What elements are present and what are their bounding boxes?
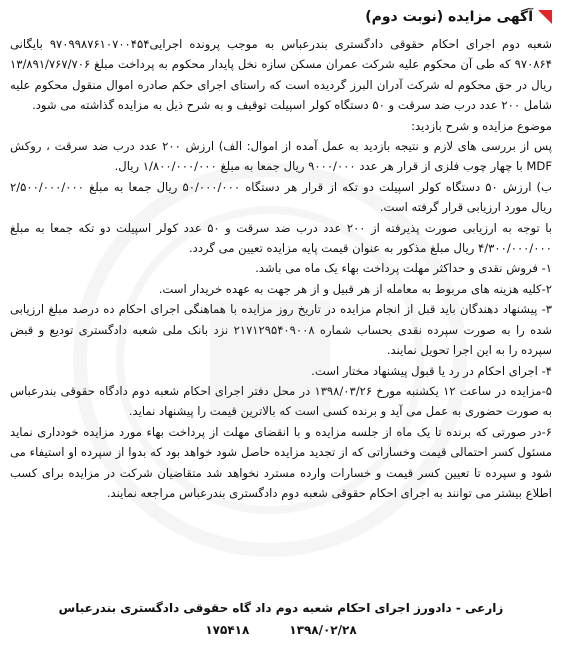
condition-1: ۱- فروش نقدی و حداکثر مهلت پرداخت بهاء یک ماه می باشد.: [255, 261, 552, 276]
notice-footer: [0, 597, 562, 641]
condition-2: ۲-کلیه هزینه های مربوط به معامله از هر قبیل و از هر جهت به عهده خریدار است.: [158, 281, 552, 296]
condition-4: ۴- اجرای احکام در رد یا قبول پیشنهاد مختار است.: [311, 363, 552, 378]
signature-line: زارعی - دادورز اجرای احکام شعبه دوم داد گاه حقوقی دادگستری بندرعباس: [58, 601, 504, 615]
condition-5: ۵-مزایده در ساعت ۱۲ یکشنبه مورخ ۱۳۹۸/۰۳/۲۶ در محل دفتر اجرای احکام شعبه دوم دادگاه حقوقی بندرعباس به صورت حضوری به عمل می آید و برنده کسی است که بالاترین قیمت را پیشنهاد نماید.: [10, 383, 552, 419]
notice-date: ۱۳۹۸/۰۲/۲۸: [289, 623, 357, 637]
notice-code: ۱۷۵۴۱۸: [205, 623, 250, 637]
item-b-paragraph: ب) ارزش ۵۰ دستگاه کولر اسپیلت دو تکه از قرار هر دستگاه ۵۰/۰۰۰/۰۰۰ ریال جمعا به مبلغ ۲/۵۰۰/۰۰۰/۰۰۰ ریال مورد ارزیابی قرار گرفته است.: [10, 179, 552, 215]
notice-body: [10, 34, 552, 503]
condition-6: ۶-در صورتی که برنده تا یک ماه از جلسه مزایده و با انقضای مهلت از پرداخت بهاء مورد مزایده خودداری نماید مسئول کسر احتمالی قیمت وخساراتی که از تجدید مزایده حاصل شود خواهد بود که بدوا از سپرده او استیفاء می شود و سپرده تا تعیین کسر قیمت و خسارات وارده مسترد نخواهد شد متقاضیان شرکت در مزایده برای کسب اطلاع بیشتر می توانند به اجرای احکام حقوقی شعبه دوم دادگستری بندرعباس مراجعه نمایند.: [10, 424, 552, 500]
item-a-paragraph: پس از بررسی های لازم و نتیجه بازدید به عمل آمده از اموال: الف) ارزش ۲۰۰ عدد درب ضد سرقت ، روکش MDF با چهار چوب فلزی از قرار هر عدد ۹۰۰۰/۰۰۰ ریال جمعا به مبلغ ۱/۸۰۰/۰۰۰/۰۰۰ ریال.: [10, 139, 552, 174]
footer-meta: [0, 619, 562, 641]
red-triangle-icon: [538, 10, 552, 24]
notice-header: [10, 6, 552, 28]
intro-paragraph: شعبه دوم اجرای احکام حقوقی دادگستری بندرعباس به موجب پرونده اجرایی۹۷۰۹۹۸۷۶۱۰۷۰۰۴۵۴ بایگانی ۹۷۰۸۶۴ که طی آن محکوم علیه شرکت عمران مسکن سازه نخل پایدار محکوم به پرداخت مبلغ ۱۳/۸۹۱/۷۶۷/۷۰۶ ریال در حق محکوم له شرکت آدران البرز گردیده است که راستای اجرای حکم صادره اموال منقول محکوم علیه شامل ۲۰۰ عدد درب ضد سرقت و ۵۰ دستگاه کولر اسپیلت توقیف و به شرح ذیل به مزایده گذاشته می شود.: [10, 37, 552, 113]
subject-heading: موضوع مزایده و شرح بازدید:: [411, 118, 552, 133]
condition-3: ۳- پیشنهاد دهندگان باید قبل از انجام مزایده در تاریخ روز مزایده با هماهنگی اجرای احکام ده درصد مبلغ ارزیابی شده را به صورت سپرده نقدی بحساب شماره ۲۱۷۱۲۹۵۴۰۹۰۰۸ نزد بانک ملی شعبه دادگستری تودیع و قبض سپرده را به این اجرا تحویل نمایند.: [10, 302, 552, 358]
base-price-paragraph: با توجه به ارزیابی صورت پذیرفته از ۲۰۰ عدد درب ضد سرقت و ۵۰ عدد کولر اسپیلت دو تکه جمعا به مبلغ ۴/۳۰۰/۰۰۰/۰۰۰ ریال مبلغ مذکور به عنوان قیمت پایه مزایده تعیین می گردد.: [10, 220, 552, 256]
notice-title: آگهی مزایده (نوبت دوم): [365, 9, 533, 25]
